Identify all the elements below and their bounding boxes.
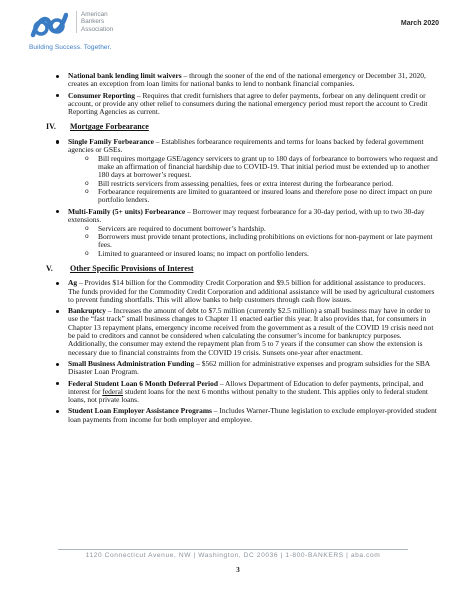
top-bullet-list: [48, 72, 438, 116]
item-text: – Establishes forbearance requirements and terms for loans backed by federal government agencies or GSEs.: [68, 136, 424, 155]
item-term: Federal Student Loan 6 Month Deferral Period: [68, 378, 218, 388]
list-item: [48, 407, 438, 424]
document-date: March 2020: [400, 20, 439, 27]
item-text: – Provides $14 billion for the Commodity Credit Corporation and $9.5 billion for additional assistance to producers. The funds provided for the Commodity Credit Corporation and additional assistance will be used by agricultural customers to prevent funding shortfalls. This will allow banks to help customers through cash flow issues.: [68, 278, 435, 304]
item-term: Single Family Forbearance: [68, 136, 154, 146]
sub-list-item: o Servicers are required to document borrower’s hardship.: [68, 225, 438, 233]
section-number: IV.: [46, 122, 56, 132]
list-item: [48, 307, 438, 357]
sub-list-item: o Forbearance requirements are limited to guaranteed or insured loans and therefore pose no direct impact on pure portfolio lenders.: [68, 188, 438, 205]
section-heading: [48, 265, 438, 273]
document-body: [48, 72, 438, 427]
item-text: – through the sooner of the end of the national emergency or December 31, 2020, creates an exception from loan limits for national banks to lend to nonbank financial companies.: [68, 71, 426, 89]
list-item: [48, 138, 438, 205]
item-term: Ag: [68, 278, 78, 288]
page-header: [0, 0, 476, 62]
item-text: – Allows Department of Education to defer payments, principal, and interest for: [68, 378, 424, 396]
section-heading: [48, 123, 438, 131]
footer-divider: [58, 549, 408, 550]
section-title: Other Specific Provisions of Interest: [70, 263, 194, 273]
section-bullet-list: [48, 279, 438, 424]
item-term: Multi-Family (5+ units) Forbearance: [68, 206, 186, 216]
sub-list-item: o Bill requires mortgage GSE/agency servicers to grant up to 180 days of forbearance to borrowers who request and make an affirmation of financial hardship due to COVID-19. That initial period must be extended up to another 180 days at borrower’s request.: [68, 155, 438, 180]
footer-address: 1120 Connecticut Avenue, NW | Washington, DC 20036 | 1-800-BANKERS | aba.com: [85, 552, 381, 559]
item-text: – Borrower may request forbearance for a 30-day period, with up to two 30-day extensions.: [68, 206, 425, 224]
item-term: Consumer Reporting: [68, 90, 136, 100]
sub-list: [68, 155, 438, 205]
page-number: 3: [236, 566, 240, 574]
list-item: [48, 279, 438, 304]
list-item: [48, 92, 438, 117]
list-item: [48, 380, 438, 405]
item-text: – Increases the amount of debt to $7.5 million (currently $2.5 million) a small business may have in order to use the “fast track” small business changes to Chapter 11 enacted earlier this year. It also provides that, for consumers in Chapter 13 repayment plans, emergency income received from the government as a result of the COVID 19 crisis need not be paid to creditors and cannot be considered when calculating the consumer’s income for bankruptcy purposes. Additionally, the consumer may extend the repayment plan from 5 to 7 years if the consumer can show the extension is necessary due to financial constraints from the COVID 19 crisis. Sunsets one-year after enactment.: [68, 306, 434, 357]
item-term: Small Business Administration Funding: [68, 358, 195, 368]
sub-list-item: o Limited to guaranteed or insured loans; no impact on portfolio lenders.: [68, 250, 438, 258]
sub-list-item: o Borrowers must provide tenant protections, including prohibitions on evictions for non-payment or late payment fees.: [68, 233, 438, 250]
list-item: [48, 208, 438, 258]
sub-list-item: o Bill restricts servicers from assessing penalties, fees or extra interest during the forbearance period.: [68, 180, 438, 188]
item-term: National bank lending limit waivers: [68, 71, 182, 80]
item-term: Student Loan Employer Assistance Programs: [68, 406, 212, 416]
section-bullet-list: [48, 138, 438, 258]
org-name: American Bankers Association: [76, 11, 113, 33]
list-item: [48, 72, 438, 89]
item-text: – $562 million for administrative expenses and program subsidies for the SBA Disaster Loan Program.: [68, 358, 430, 377]
aba-logo-icon: [30, 11, 68, 39]
item-term: Bankruptcy: [68, 306, 107, 316]
sub-list: [68, 225, 438, 258]
section-number: V.: [46, 263, 53, 273]
item-text: student loans for the next 6 months without penalty to the student. This applies only to federal student loans, not private loans.: [68, 386, 428, 405]
tagline: Building Success. Together.: [29, 44, 112, 51]
item-text-underlined: federal: [102, 386, 123, 396]
item-text: – Requires that credit furnishers that agree to defer payments, forbear on any delinquent credit or account, or provide any other relief to consumers during the national emergency period must report the account to Credit Reporting Agencies as current.: [68, 90, 428, 117]
item-text: – Includes Warner-Thune legislation to exclude employer-provided student loan payments from income for both employer and employee.: [68, 406, 437, 424]
section-title: Mortgage Forbearance: [70, 122, 149, 132]
list-item: [48, 360, 438, 377]
